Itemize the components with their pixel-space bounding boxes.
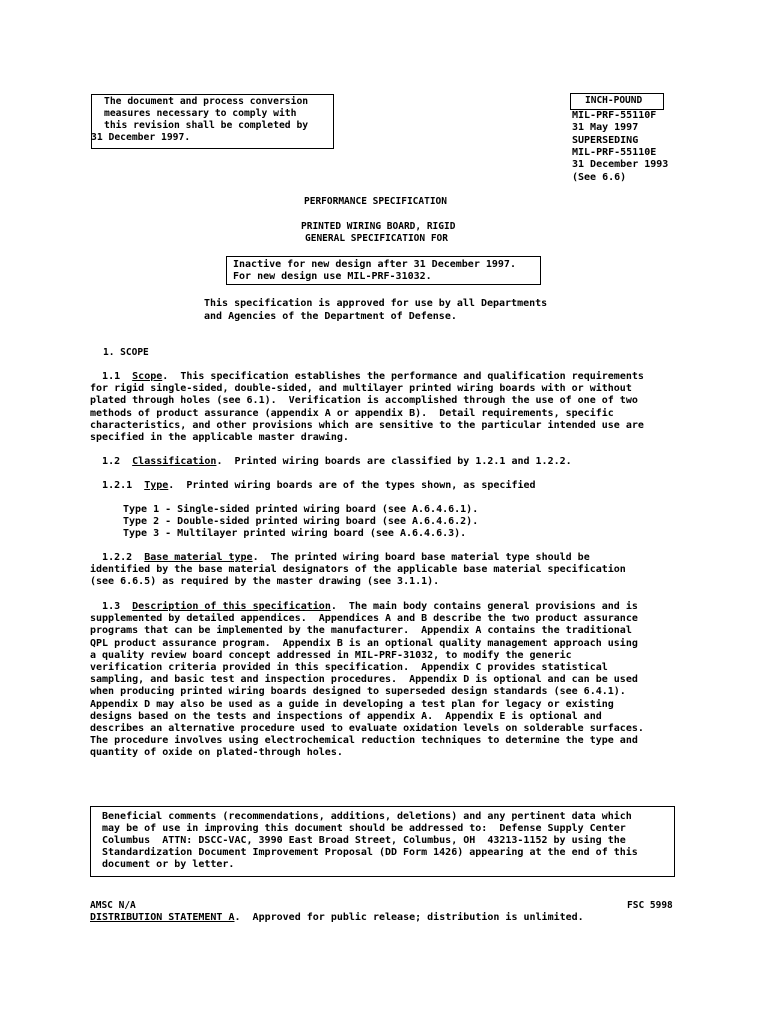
comments-line: Beneficial comments (recommendations, additions, deletions) and any pertinent data which — [102, 811, 632, 822]
type-list-item: Type 3 - Multilayer printed wiring board (see A.6.4.6.3). — [123, 528, 467, 539]
conversion-notice-line: this revision shall be completed by — [104, 120, 309, 131]
comments-line: document or by letter. — [102, 859, 235, 870]
superseded-document-date: 31 December 1993 — [572, 159, 669, 170]
paragraph-text: . The printed wiring board base material type should be — [252, 552, 590, 563]
comments-line: Standardization Document Improvement Proposal (DD Form 1426) appearing at the end of this — [102, 847, 638, 858]
superseded-document-id: MIL-PRF-55110E — [572, 147, 657, 158]
section-heading-scope: 1. SCOPE — [103, 347, 149, 358]
document-title-line1: PRINTED WIRING BOARD, RIGID — [301, 221, 456, 232]
paragraph-line: identified by the base material designators of the applicable base material specification — [90, 564, 626, 576]
paragraph-line: specified in the applicable master drawing. — [90, 432, 349, 444]
paragraph-1-1 — [90, 371, 690, 444]
superseding-label: SUPERSEDING — [572, 135, 639, 146]
paragraph-1-2-1 — [90, 480, 690, 492]
paragraph-text: . This specification establishes the performance and qualification requirements — [162, 371, 644, 382]
document-id: MIL-PRF-55110F — [572, 110, 657, 121]
paragraph-1-2 — [90, 456, 690, 468]
paragraph-number: 1.2 — [102, 456, 121, 467]
paragraph-line: quantity of oxide on plated-through holes. — [90, 747, 343, 759]
paragraph-text: . Printed wiring boards are of the types shown, as specified — [168, 480, 536, 491]
paragraph-line: Appendix D may also be used as a guide in developing a test plan for legacy or existing — [90, 698, 614, 710]
inch-pound-label: INCH-POUND — [585, 95, 643, 106]
paragraph-1-3 — [90, 601, 690, 760]
paragraph-line: a quality review board concept addressed in MIL-PRF-31032, to modify the generic — [90, 649, 572, 661]
paragraph-line: The procedure involves using electrochemical reduction techniques to determine the type and — [90, 735, 638, 747]
paragraph-line: verification criteria provided in this specification. Appendix C provides statistical — [90, 662, 608, 674]
type-list-item: Type 2 - Double-sided printed wiring board (see A.6.4.6.2). — [123, 516, 479, 527]
paragraph-line: sampling, and basic test and inspection procedures. Appendix D is optional and can be used — [90, 674, 638, 686]
paragraph-title: Type — [144, 480, 169, 491]
comments-line: may be of use in improving this document should be addressed to: Defense Supply Center — [102, 823, 626, 834]
paragraph-line: programs that can be implemented by the manufacturer. Appendix A contains the traditional — [90, 625, 632, 637]
amsc-label: AMSC N/A — [90, 900, 136, 911]
paragraph-line: characteristics, and other provisions which are sensitive to the particular intended use are — [90, 419, 644, 431]
paragraph-number: 1.3 — [102, 601, 121, 612]
document-date: 31 May 1997 — [572, 122, 639, 133]
distribution-label: DISTRIBUTION STATEMENT A — [90, 912, 235, 923]
conversion-notice-line: The document and process conversion — [104, 96, 309, 107]
paragraph-line: when producing printed wiring boards designed to superseded design standards (see 6.4.1). — [90, 686, 626, 698]
specification-type: PERFORMANCE SPECIFICATION — [304, 196, 447, 207]
paragraph-number: 1.2.2 — [102, 552, 133, 563]
conversion-notice-line: 31 December 1997. — [91, 132, 191, 143]
paragraph-line: QPL product assurance program. Appendix B is an optional quality management approach using — [90, 637, 638, 649]
distribution-statement — [90, 912, 584, 924]
see-reference: (See 6.6) — [572, 172, 627, 183]
approval-statement-line1: This specification is approved for use by all Departments — [204, 298, 548, 309]
distribution-text: . Approved for public release; distribution is unlimited. — [234, 912, 584, 923]
paragraph-number: 1.2.1 — [102, 480, 133, 491]
paragraph-text: . Printed wiring boards are classified by 1.2.1 and 1.2.2. — [216, 456, 572, 467]
paragraph-line: designs based on the tests and inspections of appendix A. Appendix E is optional and — [90, 710, 602, 722]
paragraph-1-2-2 — [90, 552, 690, 589]
paragraph-line: describes an alternative procedure used to evaluate oxidation levels on solderable surfaces. — [90, 723, 644, 735]
paragraph-line: (see 6.6.5) as required by the master drawing (see 3.1.1). — [90, 576, 440, 588]
fsc-label: FSC 5998 — [627, 900, 673, 911]
conversion-notice-line: measures necessary to comply with — [104, 108, 297, 119]
paragraph-title: Classification — [132, 456, 217, 467]
paragraph-line: plated through holes (see 6.1). Verification is accomplished through the use of one of two — [90, 395, 638, 407]
inactive-notice-line1: Inactive for new design after 31 December 1997. — [233, 259, 516, 270]
paragraph-title: Description of this specification — [132, 601, 331, 612]
paragraph-line: supplemented by detailed appendices. Appendices A and B describe the two product assurance — [90, 613, 638, 625]
paragraph-title: Base material type — [144, 552, 253, 563]
paragraph-number: 1.1 — [102, 371, 121, 382]
paragraph-text: . The main body contains general provisions and is — [330, 601, 638, 612]
inactive-notice-line2: For new design use MIL-PRF-31032. — [233, 271, 432, 282]
paragraph-title: Scope — [132, 371, 163, 382]
document-title-line2: GENERAL SPECIFICATION FOR — [305, 233, 448, 244]
paragraph-line: methods of product assurance (appendix A or appendix B). Detail requirements, specific — [90, 407, 614, 419]
approval-statement-line2: and Agencies of the Department of Defense. — [204, 311, 457, 322]
comments-line: Columbus ATTN: DSCC-VAC, 3990 East Broad Street, Columbus, OH 43213-1152 by using the — [102, 835, 626, 846]
paragraph-line: for rigid single-sided, double-sided, and multilayer printed wiring boards with or without — [90, 383, 632, 395]
type-list-item: Type 1 - Single-sided printed wiring board (see A.6.4.6.1). — [123, 504, 479, 515]
